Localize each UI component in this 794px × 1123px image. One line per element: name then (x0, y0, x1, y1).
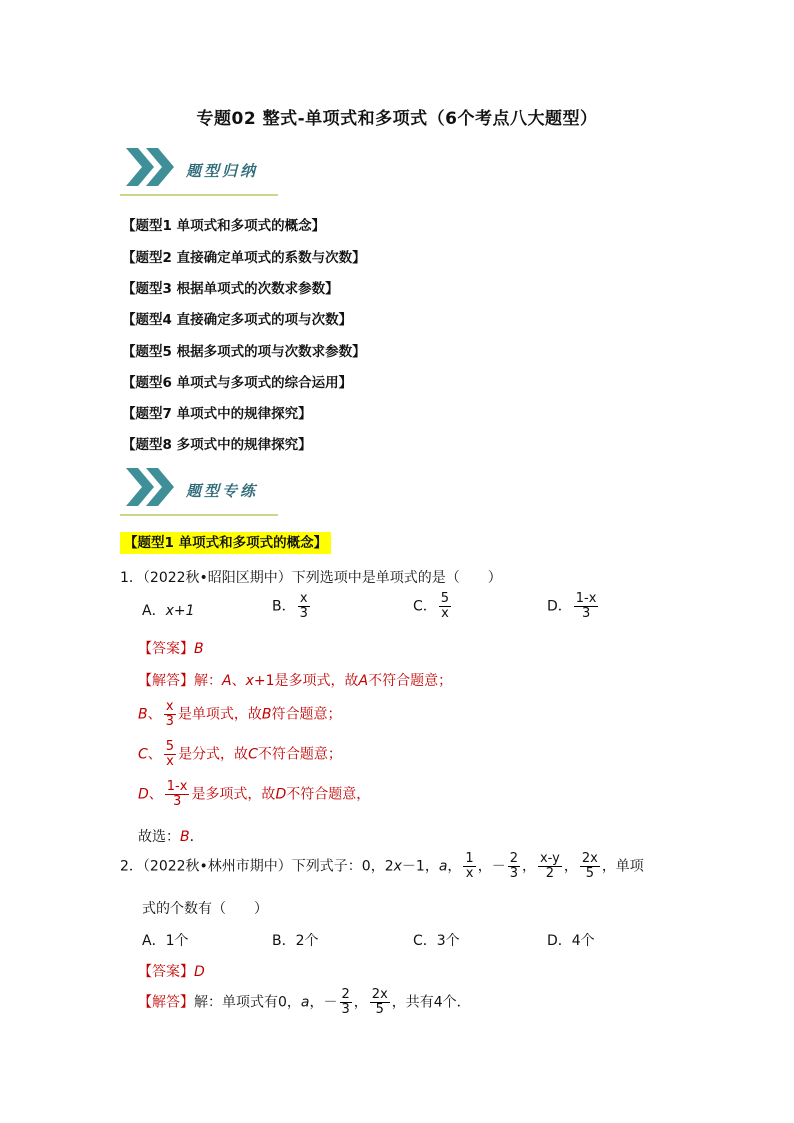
fraction: $\frac{x}{3}$ (299, 591, 308, 621)
q2-option-c: C．3个 (413, 933, 460, 949)
toc-item-2: 【题型2 直接确定单项式的系数与次数】 (122, 250, 366, 266)
q1-option-a: A．x+1 (142, 603, 195, 619)
toc-item-6: 【题型6 单项式与多项式的综合运用】 (122, 375, 353, 391)
section-heading-1: 【题型1 单项式和多项式的概念】 (120, 532, 331, 554)
q1-solution-line-4: D、 $\frac{1-x}{3}$ 是多项式，故D不符合题意， (138, 779, 371, 809)
section-banner-practice (120, 464, 280, 516)
banner-label: 题型专练 (186, 482, 259, 500)
toc-item-8: 【题型8 多项式中的规律探究】 (122, 437, 312, 453)
q1-solution-line-1: 【解答】解：A、x+1是多项式，故A不符合题意； (138, 673, 453, 689)
double-chevron-icon (124, 144, 184, 190)
fraction: $\frac{x-y}{2}$ (539, 851, 560, 881)
toc-item-7: 【题型7 单项式中的规律探究】 (122, 406, 312, 422)
q2-option-b: B．2个 (272, 933, 319, 949)
fraction: $\frac{5}{x}$ (165, 739, 175, 769)
fraction: $\frac{2}{3}$ (341, 987, 350, 1017)
banner-underline (120, 514, 278, 516)
fraction: $\frac{2}{3}$ (509, 851, 518, 881)
double-chevron-icon (124, 464, 184, 510)
q1-option-b: B． $\frac{x}{3}$ (272, 591, 308, 621)
toc-item-5: 【题型5 根据多项式的项与次数求参数】 (122, 344, 366, 360)
banner-label: 题型归纳 (186, 162, 259, 180)
fraction: $\frac{1-x}{3}$ (166, 779, 188, 809)
fraction: $\frac{1}{x}$ (465, 851, 474, 881)
q2-option-d: D．4个 (547, 933, 595, 949)
banner-underline (120, 194, 278, 196)
q2-stem-line-1: 2．（2022秋•林州市期中）下列式子：0，2x－1，a， $\frac{1}{x}$ ，－ $\frac{2}{3}$ ， $\frac{x-y}{2}$ ， $\frac{2x}{5}$ ，单项 (120, 851, 644, 881)
q1-option-c: C． $\frac{5}{x}$ (413, 591, 450, 621)
q2-answer: 【答案】D (138, 964, 205, 980)
q1-stem: 1．（2022秋•昭阳区期中）下列选项中是单项式的是（ ） (120, 570, 502, 586)
fraction: $\frac{2x}{5}$ (581, 851, 598, 881)
q1-final-choice: 故选：B． (138, 829, 204, 845)
fraction: $\frac{1-x}{3}$ (575, 591, 597, 621)
q2-solution: 【解答】解：单项式有0，a，－ $\frac{2}{3}$ ， $\frac{2x}{5}$ ，共有4个． (138, 987, 471, 1017)
toc-item-3: 【题型3 根据单项式的次数求参数】 (122, 281, 339, 297)
q1-option-d: D． $\frac{1-x}{3}$ (547, 591, 597, 621)
page-title: 专题02 整式-单项式和多项式（6个考点八大题型） (196, 109, 598, 129)
fraction: $\frac{5}{x}$ (440, 591, 450, 621)
q1-answer: 【答案】B (138, 641, 204, 657)
fraction: $\frac{2x}{5}$ (371, 987, 388, 1017)
q1-solution-line-3: C、 $\frac{5}{x}$ 是分式，故C不符合题意； (138, 739, 342, 769)
toc-item-4: 【题型4 直接确定多项式的项与次数】 (122, 312, 353, 328)
toc-item-1: 【题型1 单项式和多项式的概念】 (122, 218, 326, 234)
q1-solution-line-2: B、 $\frac{x}{3}$ 是单项式，故B符合题意； (138, 699, 342, 729)
fraction: $\frac{x}{3}$ (165, 699, 174, 729)
section-banner-summary (120, 144, 280, 196)
q2-stem-line-2: 式的个数有（ ） (142, 901, 268, 917)
q2-option-a: A．1个 (142, 933, 189, 949)
